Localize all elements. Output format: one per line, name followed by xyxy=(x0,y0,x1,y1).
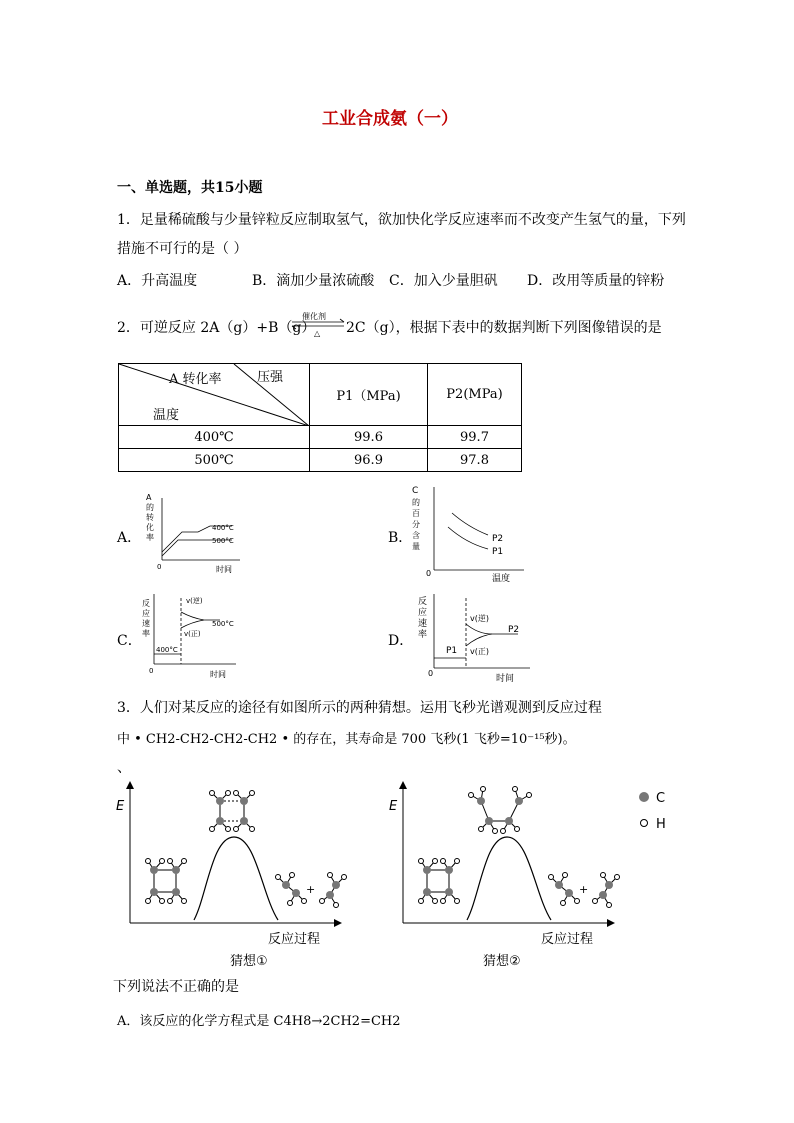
graph-b xyxy=(408,483,530,583)
graph-a xyxy=(140,490,250,578)
header-p1: P1（MPa) xyxy=(310,364,428,426)
xlabel: 温度 xyxy=(492,574,511,583)
ylabel-char: 量 xyxy=(412,542,420,551)
energy-axis-label: E xyxy=(389,799,398,814)
curve-p2 xyxy=(452,513,488,535)
table-row xyxy=(119,449,522,472)
curve-label-400: 400°C xyxy=(212,524,234,532)
energy-curve xyxy=(194,837,278,920)
label-reverse: v(逆) xyxy=(186,597,203,605)
graph-b-label: B． xyxy=(388,530,413,546)
q3-option-a: A．该反应的化学方程式是 C4H8→2CH2=CH2 xyxy=(117,1014,401,1029)
origin-label: 0 xyxy=(149,667,154,675)
stray-mark: 、 xyxy=(117,760,131,776)
xlabel: 时间 xyxy=(216,565,232,574)
label-forward: v(正) xyxy=(184,630,201,638)
label-reverse: v(逆) xyxy=(470,614,489,623)
plus-sign: + xyxy=(579,883,589,896)
q1-option-d: D．改用等质量的锌粉 xyxy=(527,273,665,289)
hydrogen-atom-icon xyxy=(641,820,648,827)
ylabel-char: A xyxy=(146,493,152,502)
table-row xyxy=(119,426,522,449)
curve-forward xyxy=(181,620,204,628)
ylabel-char: 的 xyxy=(146,503,154,512)
curve-label-500: 500°C xyxy=(212,537,234,545)
q1-stem-line1: 1．足量稀硫酸与少量锌粒反应制取氢气，欲加快化学反应速率而不改变产生氢气的量，下列 xyxy=(117,212,686,228)
label-400: 400°C xyxy=(156,646,178,654)
q1-option-b: B．滴加少量浓硫酸 xyxy=(252,273,375,289)
cell-p2: 97.8 xyxy=(428,449,522,472)
reactant-molecule-icon xyxy=(146,859,187,904)
q2-stem-post: 2C（g），根据下表中的数据判断下列图像错误的是 xyxy=(346,320,662,336)
ylabel-char: 应 xyxy=(142,609,150,618)
table-diagonal-header xyxy=(119,364,310,426)
header-temperature: 温度 xyxy=(153,408,180,423)
ylabel-char: 率 xyxy=(418,630,428,640)
label-500: 500°C xyxy=(212,620,234,628)
header-a-conversion: A 转化率 xyxy=(169,372,222,387)
cell-p1: 96.9 xyxy=(310,449,428,472)
intermediate-chain-molecule-icon xyxy=(469,787,532,834)
curve-forward xyxy=(466,634,492,646)
curve-reverse xyxy=(181,612,220,620)
ylabel-char: 率 xyxy=(146,533,154,542)
header-pressure: 压强 xyxy=(257,370,284,385)
y-arrow-icon xyxy=(399,781,407,789)
cell-temp: 400℃ xyxy=(119,426,310,449)
ylabel-char: 含 xyxy=(412,531,420,540)
ylabel-char: 应 xyxy=(418,608,428,618)
q3-question: 下列说法不正确的是 xyxy=(113,979,239,995)
conversion-table xyxy=(118,363,522,472)
ylabel-char: 分 xyxy=(412,520,420,529)
graph-c-label: C． xyxy=(117,633,142,649)
ylabel-char: 百 xyxy=(412,509,420,518)
xlabel: 时间 xyxy=(496,674,515,682)
ylabel-char: 化 xyxy=(146,523,154,532)
q3-stem-line2: 中 • CH2-CH2-CH2-CH2 • 的存在，其寿命是 700 飞秒(1 飞秒=10⁻¹⁵秒)。 xyxy=(117,732,576,747)
cell-temp: 500℃ xyxy=(119,449,310,472)
legend-hydrogen: H xyxy=(656,817,666,832)
section-heading: 一、单选题，共15小题 xyxy=(117,180,263,196)
y-arrow-icon xyxy=(126,781,134,789)
graph-c xyxy=(140,590,250,680)
legend-carbon: C xyxy=(656,791,666,806)
atom-legend xyxy=(636,788,696,832)
origin-label: 0 xyxy=(426,569,432,578)
carbon-atom-icon xyxy=(639,792,649,802)
transition-state-molecule-icon xyxy=(210,791,255,832)
ylabel-char: 反 xyxy=(418,597,428,607)
label-forward: v(正) xyxy=(470,647,489,656)
xlabel: 时间 xyxy=(210,670,226,679)
label-p2: P2 xyxy=(508,625,520,635)
reactant-molecule-icon xyxy=(419,859,460,904)
q3-stem-line1: 3．人们对某反应的途径有如图所示的两种猜想。运用飞秒光谱观测到反应过程 xyxy=(117,700,602,716)
energy-curve xyxy=(467,837,551,920)
energy-axis-label: E xyxy=(116,799,125,814)
q2-condition-heat: △ xyxy=(314,329,321,338)
q2-condition-catalyst: 催化剂 xyxy=(302,312,326,321)
label-p1: P1 xyxy=(446,646,458,656)
ylabel-char: 的 xyxy=(412,498,420,507)
q1-option-a: A．升高温度 xyxy=(117,273,198,289)
energy-diagram-1 xyxy=(112,775,352,975)
cell-p1: 99.6 xyxy=(310,426,428,449)
energy-diagram-2 xyxy=(385,775,625,975)
ylabel-char: 速 xyxy=(418,619,428,629)
ylabel-char: 率 xyxy=(142,629,150,638)
ylabel-char: 转 xyxy=(146,513,154,522)
origin-label: 0 xyxy=(157,563,162,571)
curve-p1 xyxy=(448,527,488,549)
x-arrow-icon xyxy=(607,919,615,927)
q1-option-c: C．加入少量胆矾 xyxy=(389,273,498,289)
ylabel-char: 速 xyxy=(142,619,150,628)
header-p2: P2(MPa) xyxy=(428,364,522,426)
q2-stem-pre: 2．可逆反应 2A（g）+B（g） xyxy=(117,320,316,336)
curve-label-p2: P2 xyxy=(492,534,504,544)
page-title: 工业合成氨（一） xyxy=(322,109,458,129)
curve-label-p1: P1 xyxy=(492,547,504,557)
ylabel-char: C xyxy=(412,486,419,496)
graph-a-label: A． xyxy=(117,530,142,546)
x-axis-label: 反应过程 xyxy=(268,932,321,947)
graph-d xyxy=(408,590,538,682)
cell-p2: 99.7 xyxy=(428,426,522,449)
caption-2: 猜想② xyxy=(483,954,521,969)
x-arrow-icon xyxy=(334,919,342,927)
q1-stem-line2: 措施不可行的是（ ） xyxy=(117,241,248,257)
caption-1: 猜想① xyxy=(230,954,268,969)
ylabel-char: 反 xyxy=(142,599,150,608)
origin-label: 0 xyxy=(428,669,434,678)
graph-d-label: D． xyxy=(388,633,414,649)
plus-sign: + xyxy=(306,883,316,896)
x-axis-label: 反应过程 xyxy=(541,932,594,947)
